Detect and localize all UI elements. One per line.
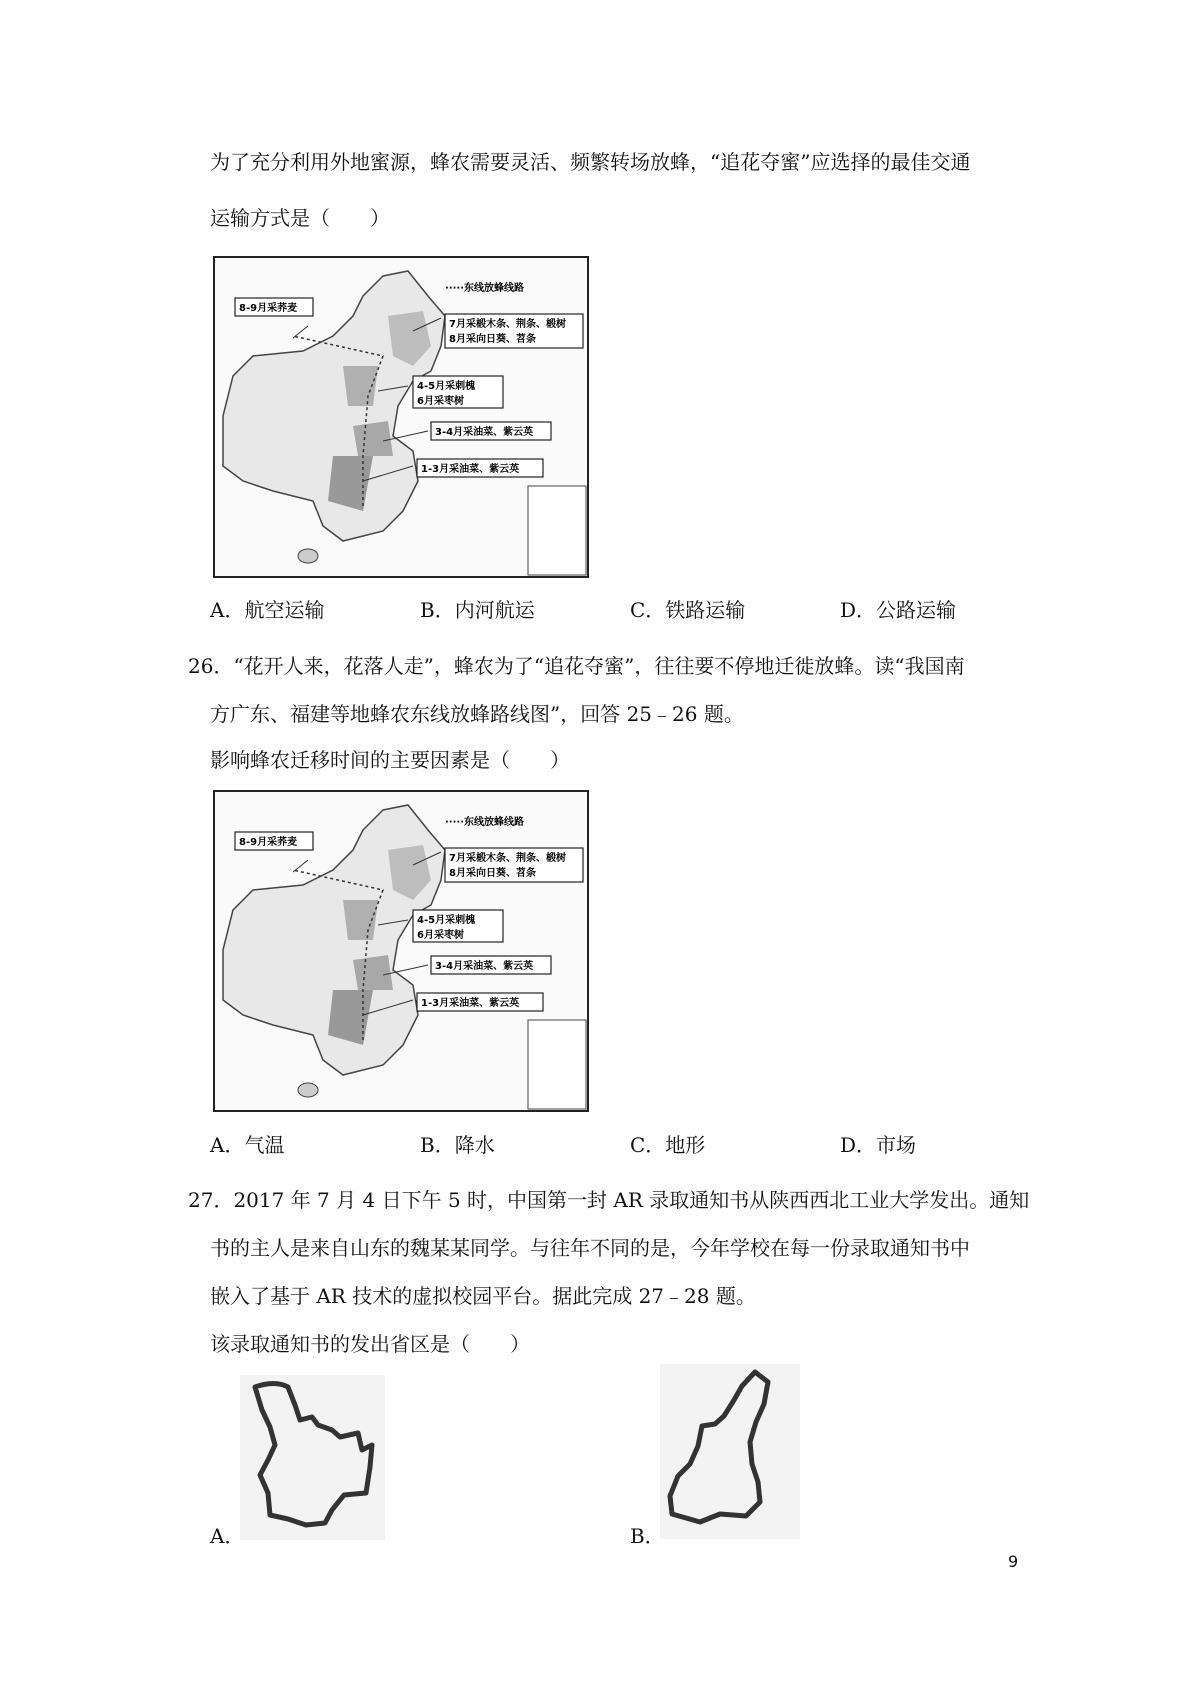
map-label-box2_l1: 7月采椴木条、荆条、椴树 [449,319,566,330]
q26-intro-line1: 26．“花开人来，花落人走”，蜂农为了“追花夺蜜”，往往要不停地迁徙放蜂。读“我国南 [188,654,965,678]
page-number: 9 [1008,1552,1019,1571]
map-label-box3_l2: 6月采枣树 [417,396,464,407]
map-label-box3_l2: 6月采枣树 [417,930,464,941]
map-label-box3_l1: 4-5月采刺槐 [417,381,476,392]
province-outline-b [660,1364,800,1539]
map-label-box1: 8-9月采荞麦 [239,837,298,848]
map-label-box4: 3-4月采油菜、紫云英 [435,961,534,972]
q25-option-b[interactable]: B．内河航运 [420,598,535,622]
bee-route-map-2 [213,790,589,1112]
q26-intro-line2: 方广东、福建等地蜂农东线放蜂路线图”，回答 25﹣26 题。 [210,702,744,726]
q26-option-a[interactable]: A．气温 [210,1133,285,1157]
map-label-box5: 1-3月采油菜、紫云英 [421,464,520,475]
province-outline-a [240,1375,385,1540]
q26-option-b[interactable]: B．降水 [420,1133,495,1157]
q26-stem: 影响蜂农迁移时间的主要因素是（ ） [210,748,570,772]
bee-route-map-1 [213,256,589,578]
map-label-box2_l2: 8月采向日葵、苕条 [449,334,536,345]
q27-intro-line3: 嵌入了基于 AR 技术的虚拟校园平台。据此完成 27﹣28 题。 [210,1284,756,1308]
q27-stem: 该录取通知书的发出省区是（ ） [210,1332,530,1356]
q26-option-d[interactable]: D．市场 [840,1133,917,1157]
q27-intro-line2: 书的主人是来自山东的魏某某同学。与往年不同的是，今年学校在每一份录取通知书中 [210,1236,970,1260]
q25-stem-line1: 为了充分利用外地蜜源，蜂农需要灵活、频繁转场放蜂，“追花夺蜜”应选择的最佳交通 [210,150,971,174]
map-label-box2_l1: 7月采椴木条、荆条、椴树 [449,853,566,864]
map-label-box1: 8-9月采荞麦 [239,303,298,314]
q25-option-c[interactable]: C．铁路运输 [630,598,746,622]
map-label-box5: 1-3月采油菜、紫云英 [421,998,520,1009]
q26-option-c[interactable]: C．地形 [630,1133,706,1157]
q27-option-a-label[interactable]: A． [210,1524,245,1548]
map-label-box2_l2: 8月采向日葵、苕条 [449,868,536,879]
map-label-legend: ·····东线放蜂线路 [445,283,524,294]
q27-option-b-label[interactable]: B． [630,1524,665,1548]
q25-option-a[interactable]: A．航空运输 [210,598,325,622]
map-label-box3_l1: 4-5月采刺槐 [417,915,476,926]
map-label-legend: ·····东线放蜂线路 [445,817,524,828]
q25-option-d[interactable]: D．公路运输 [840,598,957,622]
q25-stem-line2: 运输方式是（ ） [210,206,390,230]
map-label-box4: 3-4月采油菜、紫云英 [435,427,534,438]
q27-intro-line1: 27．2017 年 7 月 4 日下午 5 时，中国第一封 AR 录取通知书从陕西西北工业大学发出。通知 [188,1188,1030,1212]
